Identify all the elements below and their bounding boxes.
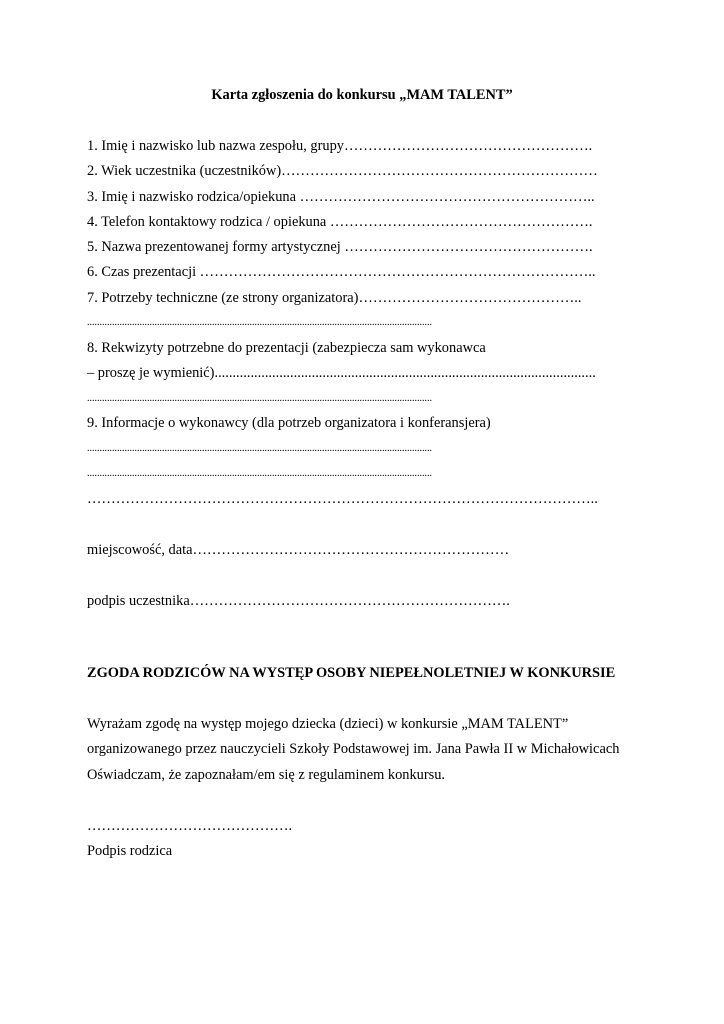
form-item-props-fill-line: ..........................................................................................................................................: [87, 393, 432, 404]
form-item-parent-phone: 4. Telefon kontaktowy rodzica / opiekuna ……………………………………………….: [87, 214, 593, 230]
form-item-tech-needs: 7. Potrzeby techniczne (ze strony organizatora)………………………………………..: [87, 290, 582, 306]
form-item-duration: 6. Czas prezentacji ………………………………………………………………………..: [87, 264, 596, 280]
form-item-performer-fill-line-1: ..........................................................................................................................................: [87, 443, 432, 454]
form-item-tech-needs-fill-line: ..........................................................................................................................................: [87, 317, 432, 328]
consent-text-line-1: Wyrażam zgodę na występ mojego dziecka (dzieci) w konkursie „MAM TALENT”: [87, 716, 569, 732]
form-title: Karta zgłoszenia do konkursu „MAM TALENT”: [211, 87, 513, 103]
form-item-performer-info: 9. Informacje o wykonawcy (dla potrzeb organizatora i konferansjera): [87, 415, 491, 431]
parent-signature-label: Podpis rodzica: [87, 843, 173, 859]
form-item-props-list-text: – proszę je wymienić)..........................................................................................................: [87, 365, 596, 381]
form-item-name: 1. Imię i nazwisko lub nazwa zespołu, grupy…………………………………………….: [87, 138, 593, 154]
form-item-art-form: 5. Nazwa prezentowanej formy artystycznej …………………………………………….: [87, 239, 593, 255]
form-item-performer-fill-line-3: ……………………………………………………………………………………………..: [87, 491, 598, 507]
consent-heading: ZGODA RODZICÓW NA WYSTĘP OSOBY NIEPEŁNOLETNIEJ W KONKURSIE: [87, 665, 616, 681]
participant-signature-field: podpis uczestnika………………………………………………………….: [87, 593, 510, 609]
form-item-age: 2. Wiek uczestnika (uczestników)…………………………………………………………: [87, 163, 598, 179]
consent-text-line-2: organizowanego przez nauczycieli Szkoły Podstawowej im. Jana Pawła II w Michałowicach: [87, 741, 620, 757]
form-item-props-list: [87, 364, 596, 382]
parent-signature-line: …………………………………….: [87, 818, 293, 834]
place-date-field: miejscowość, data…………………………………………………………: [87, 542, 510, 558]
form-item-parent-name: 3. Imię i nazwisko rodzica/opiekuna ……………………………………………………..: [87, 189, 595, 205]
consent-text-line-3: Oświadczam, że zapoznałam/em się z regulaminem konkursu.: [87, 767, 446, 783]
form-item-props: 8. Rekwizyty potrzebne do prezentacji (zabezpiecza sam wykonawca: [87, 340, 486, 356]
form-item-performer-fill-line-2: ..........................................................................................................................................: [87, 468, 432, 479]
